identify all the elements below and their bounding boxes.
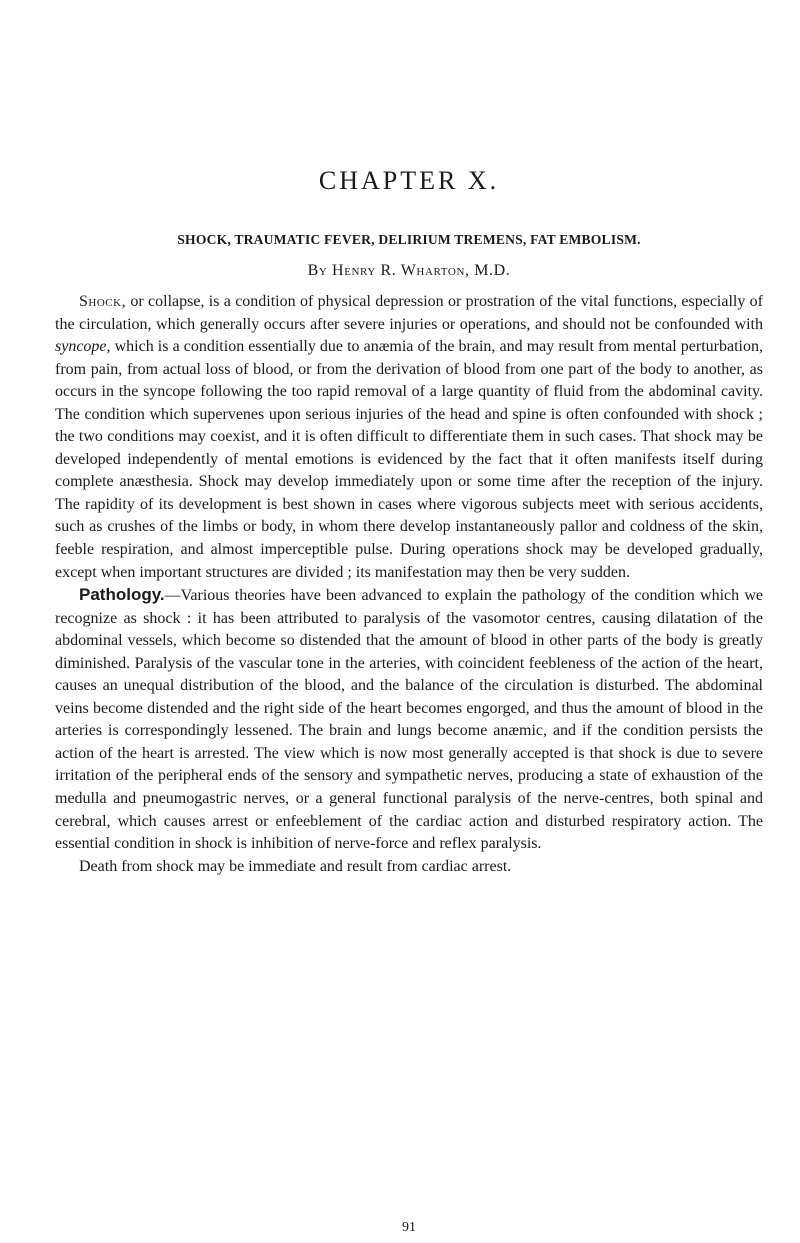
- body-text: [55, 291, 763, 878]
- author-byline: By Henry R. Wharton, M.D.: [307, 262, 511, 279]
- paragraph-lead-word: Shock,: [79, 293, 127, 310]
- pathology-subhead: Pathology.: [79, 585, 165, 605]
- paragraph-pathology: [55, 584, 763, 856]
- paragraph-text: or collapse, is a condition of physical depression or prostration of the vital functions, especially of the circulation, which generally occurs after severe injuries or operations, and should not be confounded with: [55, 293, 763, 333]
- paragraph-shock-definition: [55, 291, 763, 584]
- italic-term: syncope,: [55, 338, 111, 356]
- paragraph-text: Death from shock may be immediate and result from cardiac arrest.: [79, 857, 512, 875]
- book-page: [55, 0, 763, 1243]
- paragraph-text-continued: which is a condition essentially due to anæmia of the brain, and may result from mental perturbation, from pain, from actual loss of blood, or from the derivation of blood from one part of the body to another, as occurs in the syncope following the too rapid removal of a large quantity of fluid from the abdominal cavity. The condition which supervenes upon serious injuries of the head and spine is often confounded with shock ; the two conditions may coexist, and it is often difficult to differentiate them in such cases. That shock may be developed independently of mental emotions is evidenced by the fact that it often manifests itself during complete anæsthesia. Shock may develop immediately upon or some time after the reception of the injury. The rapidity of its development is best shown in cases where vigorous subjects meet with serious accidents, such as crushes of the limbs or body, in whom there develop instantaneously pallor and coldness of the skin, feeble respiration, and almost imperceptible pulse. During operations shock may be developed gradually, except when important structures are divided ; its manifestation may then be very sudden.: [55, 338, 763, 581]
- paragraph-text: —Various theories have been advanced to explain the pathology of the condition which we recognize as shock : it has been attributed to paralysis of the vasomotor centres, causing dilatation of the abdominal vessels, which become so distended that the amount of blood in other parts of the body is greatly diminished. Paralysis of the vascular tone in the arteries, with coincident feebleness of the action of the heart, causes an unequal distribution of the blood, and the balance of the circulation is disturbed. The abdominal veins become distended and the right side of the heart becomes engorged, and thus the amount of blood in the arteries is correspondingly lessened. The brain and lungs become anæmic, and if the condition persists the action of the heart is arrested. The view which is now most generally accepted is that shock is due to severe irritation of the peripheral ends of the sensory and sympathetic nerves, producing a state of exhaustion of the medulla and pneumogastric nerves, or a general functional paralysis of the nerve-centres, both spinal and cerebral, which causes arrest or enfeeblement of the cardiac action and disturbed respiratory action. The essential condition in shock is inhibition of nerve-force and reflex paralysis.: [55, 587, 763, 853]
- paragraph-death-from-shock: [55, 856, 763, 879]
- page-number: 91: [402, 1220, 416, 1235]
- chapter-title: CHAPTER X.: [318, 166, 500, 195]
- section-title: SHOCK, TRAUMATIC FEVER, DELIRIUM TREMENS, FAT EMBOLISM.: [177, 232, 641, 247]
